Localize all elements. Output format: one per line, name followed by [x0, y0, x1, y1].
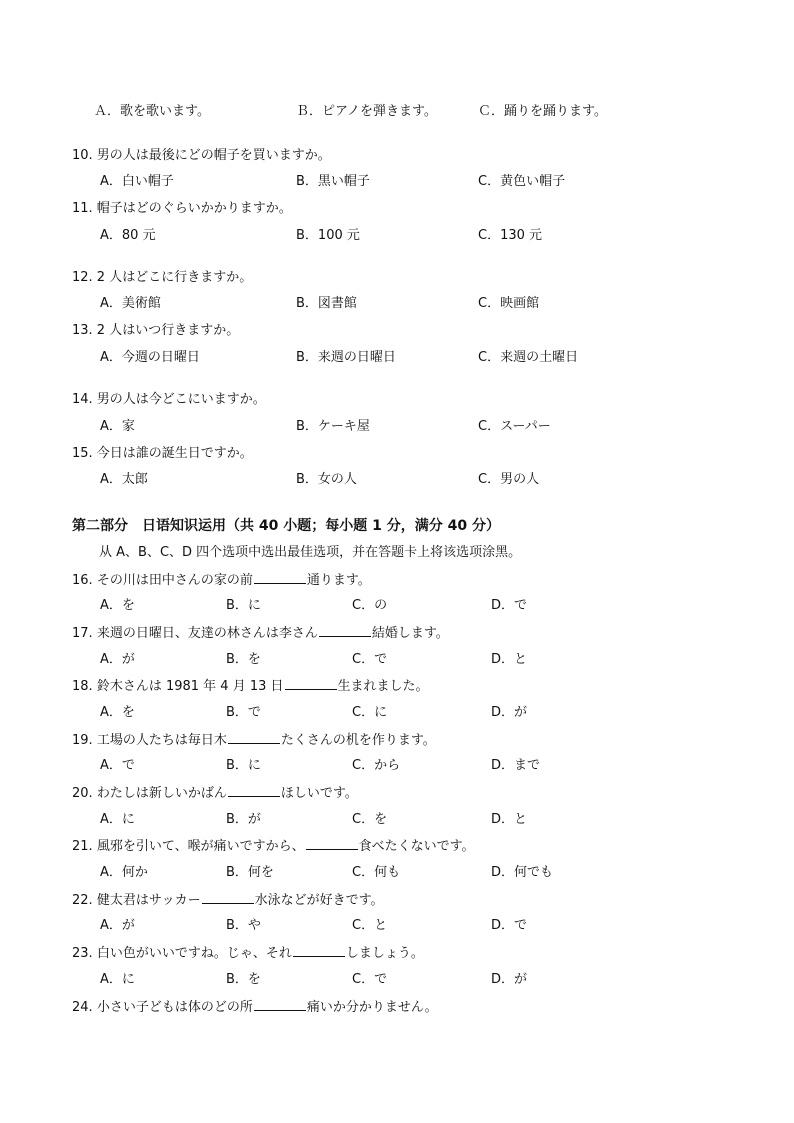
q18-text-before: 鈴木さんは 1981 年 4 月 13 日	[96, 679, 284, 694]
q12-stem: 12. 2 人はどこに行きますか。	[72, 270, 253, 285]
q14-option-b: B．ケーキ屋	[296, 419, 370, 434]
q10-stem: 10. 男の人は最後にどの帽子を買いますか。	[72, 148, 331, 163]
q22-option-a: A．が	[100, 918, 135, 933]
q14-option-a: A．家	[100, 419, 135, 434]
q23-option-d: D．が	[491, 972, 528, 987]
q11-option-a: A．80 元	[100, 228, 156, 243]
q19-text-after: たくさんの机を作ります。	[280, 733, 436, 748]
q20-option-c: C．を	[352, 812, 388, 827]
q21-text-after: 食べたくないです。	[358, 839, 475, 854]
q19-stem	[72, 731, 436, 750]
q11-stem: 11. 帽子はどのぐらいかかりますか。	[72, 201, 292, 216]
q22-text-before: 健太君はサッカー	[96, 893, 201, 908]
q23-option-a: A．に	[100, 972, 135, 987]
q9-option-a: Ａ．歌を歌います。	[94, 104, 210, 119]
q15-option-c: C．男の人	[478, 472, 540, 487]
q16-number: 16.	[72, 573, 93, 588]
q11-option-c: C．130 元	[478, 228, 543, 243]
q13-option-b: B．来週の日曜日	[296, 350, 396, 365]
q16-text-after: 通ります。	[306, 573, 371, 588]
q15-option-b: B．女の人	[296, 472, 357, 487]
q19-option-b: B．に	[226, 758, 261, 773]
q16-option-b: B．に	[226, 598, 261, 613]
q16-text-before: その川は田中さんの家の前	[96, 573, 253, 588]
q20-number: 20.	[72, 786, 93, 801]
q19-answer-blank	[228, 731, 280, 744]
q17-option-a: A．が	[100, 652, 135, 667]
q21-option-a: A．何か	[100, 865, 148, 880]
q18-option-b: B．で	[226, 705, 261, 720]
q23-option-c: C．で	[352, 972, 388, 987]
q21-option-b: B．何を	[226, 865, 274, 880]
q18-option-c: C．に	[352, 705, 388, 720]
q20-option-b: B．が	[226, 812, 261, 827]
q23-answer-blank	[293, 944, 345, 957]
q20-answer-blank	[228, 784, 280, 797]
q17-option-d: D．と	[491, 652, 528, 667]
q17-number: 17.	[72, 626, 93, 641]
q18-option-a: A．を	[100, 705, 135, 720]
q22-option-d: D．で	[491, 918, 528, 933]
q10-option-b: B．黒い帽子	[296, 174, 370, 189]
q23-number: 23.	[72, 946, 93, 961]
q15-option-a: A．太郎	[100, 472, 148, 487]
q20-option-d: D．と	[491, 812, 528, 827]
q24-text-after: 痛いか分かりません。	[306, 1000, 438, 1015]
q22-answer-blank	[202, 891, 254, 904]
part2-instruction: 从 A、B、C、D 四个选项中选出最佳选项，并在答题卡上将该选项涂黑。	[99, 545, 522, 560]
q14-stem: 14. 男の人は今どこにいますか。	[72, 392, 266, 407]
q17-stem	[72, 624, 449, 643]
q17-text-before: 来週の日曜日、友達の林さんは李さん	[96, 626, 318, 641]
q23-stem	[72, 944, 424, 963]
q16-stem	[72, 571, 371, 590]
q23-text-before: 白い色がいいですね。じゃ、それ	[96, 946, 292, 961]
q22-text-after: 水泳などが好きです。	[254, 893, 384, 908]
q15-stem: 15. 今日は誰の誕生日ですか。	[72, 446, 253, 461]
q24-stem	[72, 998, 438, 1017]
q17-answer-blank	[319, 624, 371, 637]
q17-option-b: B．を	[226, 652, 261, 667]
q12-option-b: B．図書館	[296, 296, 357, 311]
q17-text-after: 結婚します。	[371, 626, 449, 641]
q23-option-b: B．を	[226, 972, 261, 987]
q19-option-a: A．で	[100, 758, 135, 773]
q12-option-a: A．美術館	[100, 296, 161, 311]
q19-text-before: 工場の人たちは毎日木	[96, 733, 227, 748]
q13-stem: 13. 2 人はいつ行きますか。	[72, 323, 240, 338]
q18-text-after: 生まれました。	[337, 679, 429, 694]
q16-option-a: A．を	[100, 598, 135, 613]
q21-option-d: D．何でも	[491, 865, 554, 880]
q19-option-c: C．から	[352, 758, 401, 773]
q13-option-c: C．来週の土曜日	[478, 350, 579, 365]
q21-number: 21.	[72, 839, 93, 854]
q16-answer-blank	[254, 571, 306, 584]
q9-option-c: Ｃ．踊りを踊ります。	[478, 104, 607, 119]
q24-answer-blank	[254, 998, 306, 1011]
part2-heading: 第二部分 日语知识运用（共 40 小题；每小题 1 分，满分 40 分）	[72, 518, 500, 534]
q21-answer-blank	[306, 837, 358, 850]
q21-text-before: 風邪を引いて、喉が痛いですから、	[96, 839, 305, 854]
q24-number: 24.	[72, 1000, 93, 1015]
q10-option-a: A．白い帽子	[100, 174, 174, 189]
q19-option-d: D．まで	[491, 758, 541, 773]
q22-option-c: C．と	[352, 918, 388, 933]
q12-option-c: C．映画館	[478, 296, 540, 311]
q20-text-after: ほしいです。	[280, 786, 358, 801]
q21-stem	[72, 837, 475, 856]
q16-option-c: C．の	[352, 598, 388, 613]
q18-option-d: D．が	[491, 705, 528, 720]
q18-number: 18.	[72, 679, 93, 694]
q16-option-d: D．で	[491, 598, 528, 613]
q20-text-before: わたしは新しいかばん	[96, 786, 227, 801]
q17-option-c: C．で	[352, 652, 388, 667]
q18-stem	[72, 677, 429, 696]
q22-number: 22.	[72, 893, 93, 908]
q13-option-a: A．今週の日曜日	[100, 350, 200, 365]
q9-option-b: Ｂ．ピアノを弾きます。	[296, 104, 437, 119]
q14-option-c: C．スーパー	[478, 419, 551, 434]
q24-text-before: 小さい子どもは体のどの所	[96, 1000, 253, 1015]
q22-stem	[72, 891, 384, 910]
q23-text-after: しましょう。	[345, 946, 424, 961]
q19-number: 19.	[72, 733, 93, 748]
q20-stem	[72, 784, 358, 803]
q10-option-c: C．黄色い帽子	[478, 174, 566, 189]
q20-option-a: A．に	[100, 812, 135, 827]
q18-answer-blank	[285, 677, 337, 690]
q22-option-b: B．や	[226, 918, 261, 933]
q11-option-b: B．100 元	[296, 228, 360, 243]
q21-option-c: C．何も	[352, 865, 401, 880]
